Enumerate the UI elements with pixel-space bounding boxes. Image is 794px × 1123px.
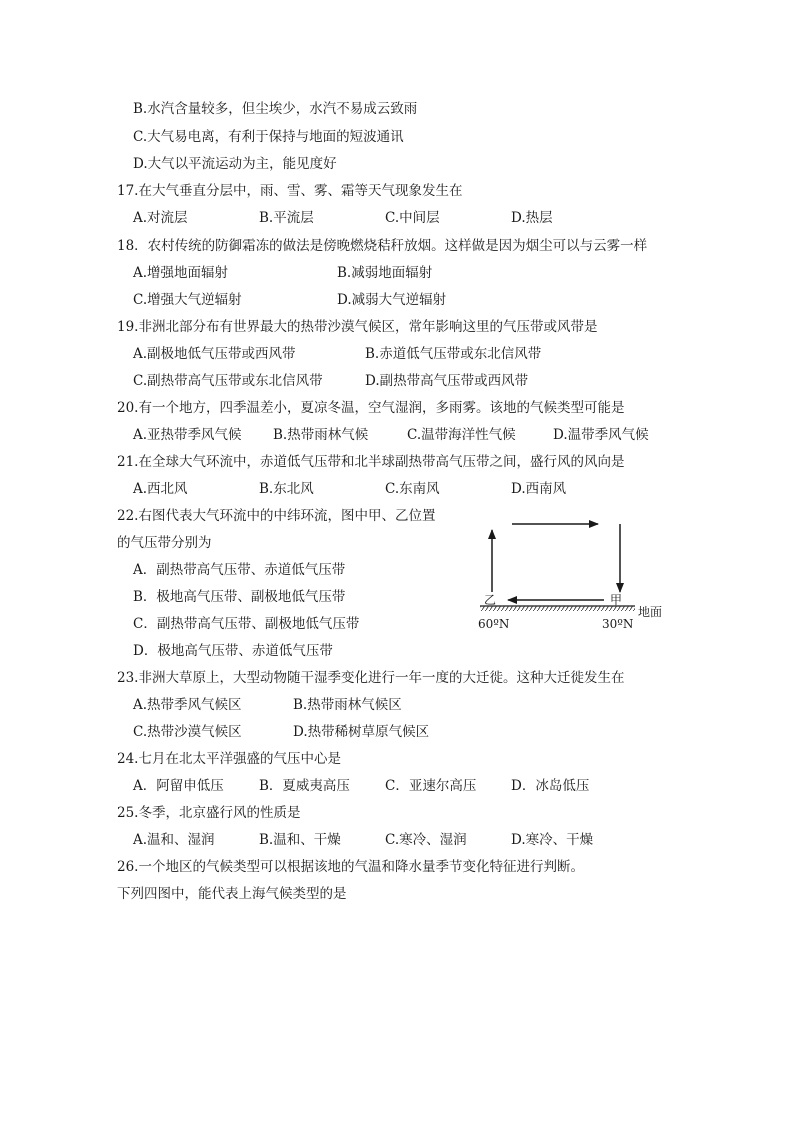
q22-stem-line2: 的气压带分别为 [117, 535, 212, 551]
q25-options [133, 831, 673, 849]
q21-options [133, 480, 653, 498]
q22-stem-line1: 22.右图代表大气环流中的中纬环流，图中甲、乙位置 [117, 508, 436, 524]
q24-option-c: C．亚速尔高压 [385, 778, 477, 794]
q24-option-b: B．夏威夷高压 [259, 778, 350, 794]
q24-options [133, 777, 673, 795]
q23-option-a: A.热带季风气候区 [133, 697, 242, 713]
q25-option-b: B.温和、干燥 [259, 832, 341, 848]
q19-stem: 19.非洲北部分布有世界最大的热带沙漠气候区，常年影响这里的气压带或风带是 [117, 319, 598, 335]
q21-option-a: A.西北风 [133, 481, 188, 497]
q25-option-d: D.寒冷、干燥 [511, 832, 594, 848]
q18-option-d: D.减弱大气逆辐射 [337, 292, 447, 308]
q24-stem: 24.七月在北太平洋强盛的气压中心是 [117, 751, 341, 767]
q21-option-d: D.西南风 [511, 481, 567, 497]
q19-option-b: B.赤道低气压带或东北信风带 [365, 346, 542, 362]
q23-options-row1 [133, 696, 653, 714]
q25-option-a: A.温和、湿润 [133, 832, 215, 848]
q20-option-d: D.温带季风气候 [553, 427, 649, 443]
q19-option-a: A.副极地低气压带或西风带 [133, 346, 296, 362]
q17-stem: 17.在大气垂直分层中，雨、雪、雾、霜等天气现象发生在 [117, 183, 463, 199]
q17-option-c: C.中间层 [385, 210, 440, 226]
q18-stem: 18．农村传统的防御霜冻的做法是傍晚燃烧秸秆放烟。这样做是因为烟尘可以与云雾一样 [117, 238, 648, 254]
q18-option-a: A.增强地面辐射 [133, 265, 229, 281]
q19-option-d: D.副热带高气压带或西风带 [365, 373, 529, 389]
q17-option-d: D.热层 [511, 210, 553, 226]
q23-option-c: C.热带沙漠气候区 [133, 724, 242, 740]
q19-option-c: C.副热带高气压带或东北信风带 [133, 373, 323, 389]
q26-stem-line1: 26.一个地区的气候类型可以根据该地的气温和降水量季节变化特征进行判断。 [117, 859, 584, 875]
q21-option-c: C.东南风 [385, 481, 440, 497]
circulation-diagram-svg [470, 508, 670, 638]
q16-option-b: B.水汽含量较多，但尘埃少，水汽不易成云致雨 [133, 101, 418, 117]
circulation-diagram [470, 508, 670, 638]
q17-option-a: A.对流层 [133, 210, 188, 226]
q23-options-row2 [133, 723, 653, 741]
q20-option-a: A.亚热带季风气候 [133, 427, 242, 443]
q17-option-b: B.平流层 [259, 210, 314, 226]
q20-options [133, 426, 673, 444]
q20-option-c: C.温带海洋性气候 [407, 427, 516, 443]
q22-option-b: B．极地高气压带、副极地低气压带 [133, 589, 346, 605]
q23-option-b: B.热带雨林气候区 [293, 697, 402, 713]
q21-option-b: B.东北风 [259, 481, 314, 497]
q25-option-c: C.寒冷、湿润 [385, 832, 467, 848]
q19-options-row2 [133, 372, 653, 390]
q16-option-d: D.大气以平流运动为主，能见度好 [133, 156, 337, 172]
q18-options-row2 [133, 291, 653, 309]
q18-options-row1 [133, 264, 653, 282]
q17-options [133, 209, 653, 227]
q18-option-b: B.减弱地面辐射 [337, 265, 433, 281]
q24-option-a: A．阿留申低压 [133, 778, 224, 794]
label-30n: 30ºN [602, 617, 634, 631]
q24-option-d: D．冰岛低压 [511, 778, 590, 794]
q20-option-b: B.热带雨林气候 [273, 427, 369, 443]
q23-stem: 23.非洲大草原上，大型动物随干湿季变化进行一年一度的大迁徙。这种大迁徙发生在 [117, 670, 625, 686]
label-ground: 地面 [638, 605, 663, 619]
q19-options-row1 [133, 345, 653, 363]
q21-stem: 21.在全球大气环流中，赤道低气压带和北半球副热带高气压带之间，盛行风的风向是 [117, 454, 625, 470]
q16-option-c: C.大气易电离，有利于保持与地面的短波通讯 [133, 129, 404, 145]
q18-option-c: C.增强大气逆辐射 [133, 292, 242, 308]
label-jia: 甲 [610, 593, 623, 607]
label-yi: 乙 [484, 593, 497, 607]
q22-option-d: D．极地高气压带、赤道低气压带 [133, 643, 333, 659]
q25-stem: 25.冬季，北京盛行风的性质是 [117, 805, 301, 821]
q22-option-a: A．副热带高气压带、赤道低气压带 [133, 562, 346, 578]
q20-stem: 20.有一个地方，四季温差小，夏凉冬温，空气湿润，多雨雾。该地的气候类型可能是 [117, 400, 625, 416]
label-60n: 60ºN [478, 617, 510, 631]
q22-option-c: C．副热带高气压带、副极地低气压带 [133, 616, 360, 632]
q23-option-d: D.热带稀树草原气候区 [293, 724, 430, 740]
q26-stem-line2: 下列四图中，能代表上海气候类型的是 [117, 886, 347, 902]
